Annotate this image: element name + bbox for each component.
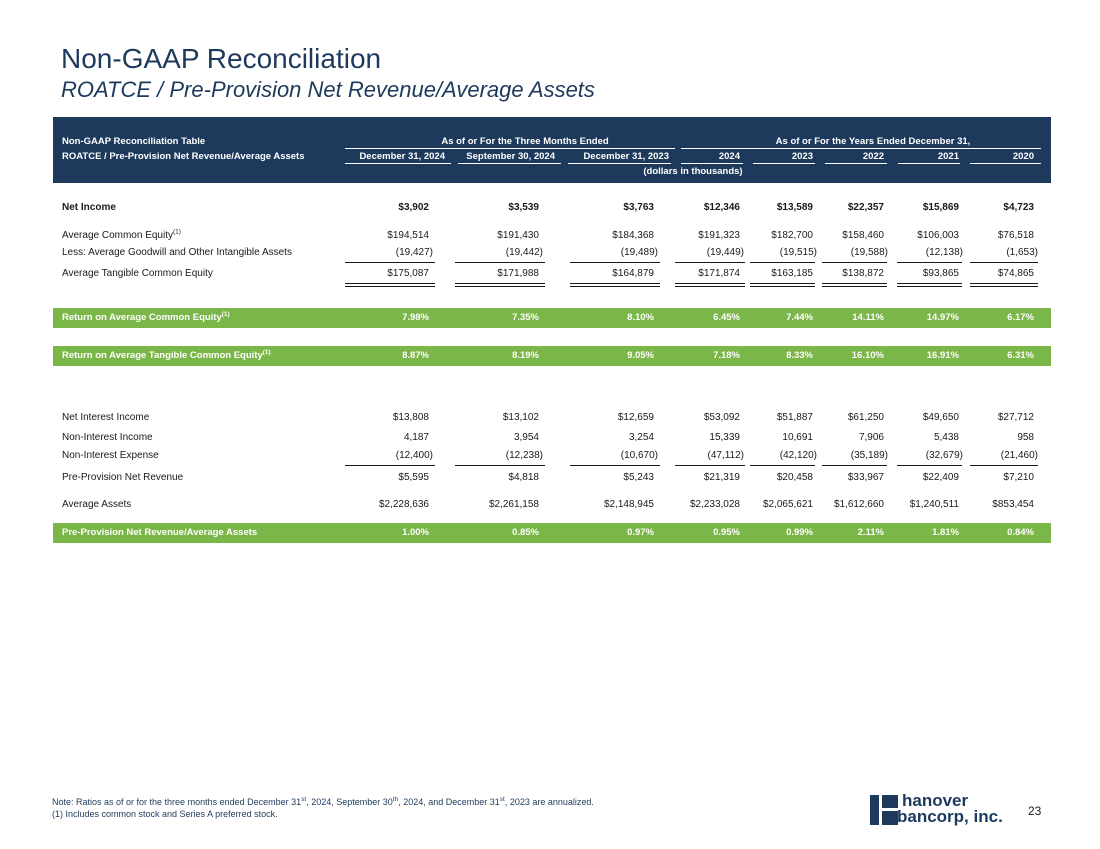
cell: (32,679) [925, 450, 963, 461]
double-underline [970, 283, 1038, 284]
cell: (12,400) [395, 450, 433, 461]
double-underline [345, 286, 435, 287]
col-header-2020: 2020 [1012, 151, 1034, 162]
row-label [62, 308, 230, 328]
cell: $3,539 [508, 202, 539, 213]
double-underline [570, 286, 660, 287]
cell: (10,670) [620, 450, 658, 461]
double-underline [455, 283, 545, 284]
cell: $93,865 [922, 268, 959, 279]
table-row-non-interest-income [53, 429, 1051, 447]
cell: 6.17% [1007, 312, 1034, 323]
cell: (19,427) [395, 247, 433, 258]
table-row-avg-assets [53, 496, 1051, 514]
double-underline [897, 286, 962, 287]
cell: 15,339 [709, 432, 740, 443]
cell: $2,261,158 [488, 499, 539, 510]
cell: 8.87% [402, 350, 429, 361]
underline [345, 465, 435, 466]
cell: $853,454 [992, 499, 1034, 510]
cell: 14.97% [926, 312, 959, 323]
row-label-text: Return on Average Tangible Common Equity [62, 350, 263, 361]
cell: 9.05% [627, 350, 654, 361]
cell: $171,874 [698, 268, 740, 279]
table-row-non-interest-expense [53, 447, 1051, 465]
cell: (35,189) [850, 450, 888, 461]
group-quarterly-rule [345, 148, 675, 149]
cell: $76,518 [997, 230, 1034, 241]
table-row-net-interest-income [53, 409, 1051, 427]
cell: $138,872 [842, 268, 884, 279]
row-label-text: Return on Average Common Equity [62, 312, 222, 323]
table-row-roatce [53, 346, 1051, 366]
cell: $191,430 [497, 230, 539, 241]
col-header-2023: 2023 [791, 151, 813, 162]
cell: 3,954 [513, 432, 539, 443]
cell: $175,087 [387, 268, 429, 279]
row-label: Less: Average Goodwill and Other Intangible Assets [62, 247, 292, 258]
cell: 0.97% [627, 527, 654, 538]
logo-wordmark-bancorp: bancorp, [897, 807, 969, 826]
cell: $2,233,028 [689, 499, 740, 510]
underline [822, 465, 887, 466]
underline [822, 262, 887, 263]
row-label: Net Interest Income [62, 412, 150, 423]
cell: 0.99% [786, 527, 813, 538]
cell: (21,460) [1000, 450, 1038, 461]
footnotes [52, 796, 594, 820]
hanover-logo-icon [870, 795, 898, 825]
double-underline [345, 283, 435, 284]
cell: 7.44% [786, 312, 813, 323]
cell: (12,238) [505, 450, 543, 461]
cell: $4,723 [1003, 202, 1034, 213]
cell: $74,865 [997, 268, 1034, 279]
cell: 0.95% [713, 527, 740, 538]
cell: $182,700 [771, 230, 813, 241]
group-yearly: As of or For the Years Ended December 31, [775, 136, 971, 147]
underline [570, 465, 660, 466]
underline [455, 465, 545, 466]
footnote-marker: (1) [262, 348, 271, 356]
double-underline [822, 286, 887, 287]
cell: 958 [1017, 432, 1034, 443]
double-underline [455, 286, 545, 287]
table-row-roace [53, 308, 1051, 328]
table-header [53, 117, 1051, 183]
cell: $106,003 [917, 230, 959, 241]
page-title: Non-GAAP Reconciliation [61, 43, 382, 74]
double-underline [570, 283, 660, 284]
row-label-header: ROATCE / Pre-Provision Net Revenue/Average Assets [62, 151, 305, 162]
ordinal-suffix: th [392, 796, 399, 803]
underline [570, 262, 660, 263]
row-label: Pre-Provision Net Revenue [62, 472, 184, 483]
table-name: Non-GAAP Reconciliation Table [62, 136, 206, 147]
cell: $4,818 [508, 472, 539, 483]
cell: 7.35% [512, 312, 539, 323]
note-text: , 2024, and December 31 [398, 797, 500, 807]
logo-wordmark-line2 [897, 808, 1003, 826]
row-label: Average Tangible Common Equity [62, 268, 213, 279]
cell: $2,228,636 [378, 499, 429, 510]
cell: $21,319 [703, 472, 740, 483]
col-rule [825, 163, 887, 164]
row-label [62, 227, 181, 245]
cell: $2,065,621 [762, 499, 813, 510]
cell: 10,691 [782, 432, 813, 443]
cell: $49,650 [922, 412, 959, 423]
cell: $13,589 [776, 202, 813, 213]
underline [455, 262, 545, 263]
underline [750, 262, 815, 263]
table-row-avg-common-equity [53, 227, 1051, 245]
cell: $1,612,660 [833, 499, 884, 510]
col-header-2022: 2022 [862, 151, 884, 162]
underline [897, 262, 962, 263]
cell: $22,409 [922, 472, 959, 483]
row-label: Average Assets [62, 499, 132, 510]
cell: $1,240,511 [909, 499, 959, 510]
table-row-less-goodwill [53, 244, 1051, 262]
logo-wordmark-line1: hanover [902, 791, 969, 810]
double-underline [750, 286, 815, 287]
double-underline [750, 283, 815, 284]
page-subtitle: ROATCE / Pre-Provision Net Revenue/Average Assets [61, 77, 595, 102]
footnote-marker: (1) [172, 228, 181, 236]
cell: 16.10% [851, 350, 884, 361]
underline [675, 465, 745, 466]
note-text: , 2024, September 30 [306, 797, 393, 807]
cell: 8.10% [627, 312, 654, 323]
col-rule [898, 163, 960, 164]
cell: $3,902 [398, 202, 429, 213]
cell: 7.18% [713, 350, 740, 361]
col-rule [458, 163, 561, 164]
cell: (12,138) [925, 247, 963, 258]
col-header-2024: 2024 [718, 151, 740, 162]
col-rule [681, 163, 743, 164]
cell: 6.31% [1007, 350, 1034, 361]
double-underline [675, 283, 745, 284]
cell: 3,254 [628, 432, 654, 443]
row-label: Non-Interest Expense [62, 450, 159, 461]
cell: $27,712 [997, 412, 1034, 423]
cell: $33,967 [847, 472, 884, 483]
cell: $184,368 [612, 230, 654, 241]
note-text: Note: Ratios as of or for the three months ended December 31 [52, 797, 302, 807]
cell: 14.11% [852, 312, 884, 323]
cell: $13,102 [502, 412, 539, 423]
table-row-ppnr-avg-assets [53, 523, 1051, 543]
cell: $13,808 [392, 412, 429, 423]
double-underline [822, 283, 887, 284]
cell: $5,595 [398, 472, 429, 483]
footnote-annualized [52, 796, 594, 808]
cell: $194,514 [387, 230, 429, 241]
ordinal-suffix: st [301, 796, 307, 803]
cell: $5,243 [623, 472, 654, 483]
cell: (19,515) [779, 247, 817, 258]
row-label: Net Income [62, 202, 116, 213]
col-header-dec-2024: December 31, 2024 [359, 151, 445, 162]
page-number: 23 [1028, 804, 1042, 818]
double-underline [970, 286, 1038, 287]
group-yearly-rule [681, 148, 1041, 149]
cell: $171,988 [497, 268, 539, 279]
cell: $12,346 [703, 202, 740, 213]
underline [345, 262, 435, 263]
cell: 7.98% [402, 312, 429, 323]
row-label: Pre-Provision Net Revenue/Average Assets [62, 527, 258, 538]
underline [750, 465, 815, 466]
table-row-avg-tangible-equity [53, 265, 1051, 283]
cell: $3,763 [623, 202, 654, 213]
note-text: , 2023 are annualized. [504, 797, 594, 807]
cell: $191,323 [698, 230, 740, 241]
cell: 4,187 [403, 432, 429, 443]
underline [675, 262, 745, 263]
logo-wordmark-inc: inc. [968, 807, 1003, 826]
underline [970, 465, 1038, 466]
cell: 8.19% [512, 350, 539, 361]
cell: (19,442) [505, 247, 543, 258]
cell: $2,148,945 [603, 499, 654, 510]
cell: $15,869 [922, 202, 959, 213]
col-rule [753, 163, 815, 164]
col-header-dec-2023: December 31, 2023 [583, 151, 669, 162]
cell: 6.45% [713, 312, 740, 323]
row-label [62, 346, 271, 366]
cell: $163,185 [771, 268, 813, 279]
cell: $158,460 [842, 230, 884, 241]
cell: $7,210 [1003, 472, 1034, 483]
table-row-ppnr [53, 469, 1051, 487]
cell: $53,092 [703, 412, 740, 423]
units-label: (dollars in thousands) [643, 166, 743, 177]
footnote-1: (1) Includes common stock and Series A preferred stock. [52, 809, 278, 819]
table-row-net-income [53, 199, 1051, 217]
cell: 1.00% [402, 527, 429, 538]
cell: $51,887 [776, 412, 813, 423]
cell: 1.81% [932, 527, 959, 538]
col-header-sep-2024: September 30, 2024 [466, 151, 555, 162]
cell: (47,112) [707, 450, 744, 461]
cell: 0.84% [1007, 527, 1034, 538]
footnote-marker: (1) [221, 310, 230, 318]
cell: (42,120) [779, 450, 817, 461]
col-rule [568, 163, 671, 164]
cell: 2.11% [857, 527, 884, 538]
cell: 16.91% [926, 350, 959, 361]
cell: 8.33% [786, 350, 813, 361]
cell: $20,458 [776, 472, 813, 483]
col-header-2021: 2021 [937, 151, 959, 162]
cell: $61,250 [847, 412, 884, 423]
double-underline [897, 283, 962, 284]
cell: 0.85% [512, 527, 539, 538]
cell: 5,438 [933, 432, 959, 443]
group-quarterly: As of or For the Three Months Ended [441, 136, 609, 147]
cell: $12,659 [617, 412, 654, 423]
cell: (19,449) [706, 247, 744, 258]
row-label: Non-Interest Income [62, 432, 153, 443]
col-rule [345, 163, 451, 164]
col-rule [970, 163, 1041, 164]
underline [970, 262, 1038, 263]
cell: $164,879 [612, 268, 654, 279]
cell: (1,653) [1006, 247, 1038, 258]
cell: (19,588) [850, 247, 888, 258]
cell: (19,489) [620, 247, 658, 258]
cell: 7,906 [858, 432, 884, 443]
cell: $22,357 [847, 202, 884, 213]
double-underline [675, 286, 745, 287]
underline [897, 465, 962, 466]
row-label-text: Average Common Equity [62, 230, 173, 241]
ordinal-suffix: st [499, 796, 505, 803]
